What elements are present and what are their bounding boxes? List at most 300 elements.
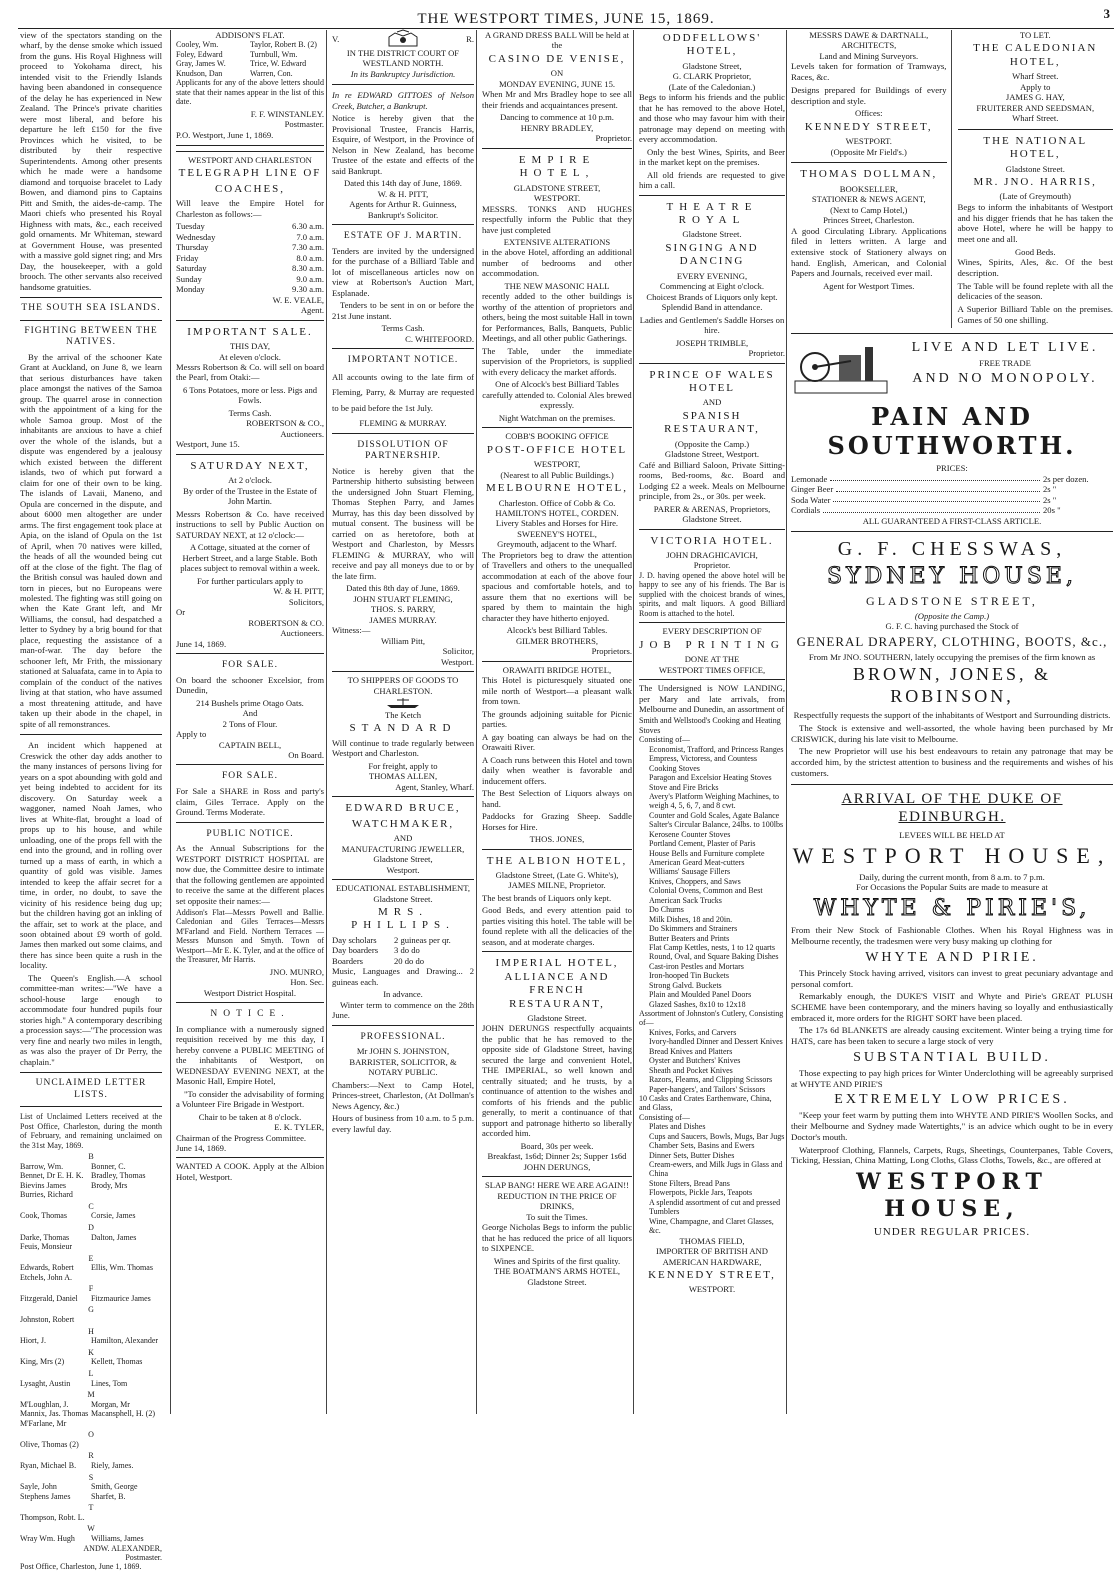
harris-text: Begs to inform the inhabitants of Westport and his digger friends that he has taken the above Hotel, where he will be happy to meet one and all. — [957, 201, 1113, 245]
alterations: EXTENSIVE ALTERATIONS — [503, 237, 611, 247]
hardware-item: Butter Beaters and Prints — [649, 933, 730, 943]
hardware-item: Do Skimmers and Strainers — [649, 924, 738, 934]
job-every: EVERY DESCRIPTION OF — [662, 626, 762, 637]
chesswas-from: From Mr JNO. SOUTHERN, lately occupying the premises of the firm known as — [808, 651, 1096, 662]
letter-name — [91, 1242, 162, 1251]
letter-row — [20, 1400, 162, 1409]
whitefoord-name: C. WHITEFOORD. — [405, 333, 474, 344]
letter-name: Johnston, Robert — [20, 1315, 75, 1325]
flat-row — [176, 50, 324, 59]
imperial-text: JOHN DERUNGS respectfully acquaints the public that he has removed to the opposite side of Gladstone Street, having secured the large and convenient Hotel, THE IMPERIAL, so well known and centrally situated; and he trusts, by a continuance of attention to the wishes and comforts of his friends and the public generally, to merit a continuance of that support and patronage hitherto so liberally accorded him. — [482, 1023, 632, 1139]
casino-name: CASINO DE VENISE, — [488, 52, 626, 65]
hardware-item: Williams' Sausage Fillers — [649, 867, 731, 877]
hardware-item: A splendid assortment of cut and pressed Tumblers — [649, 1197, 781, 1217]
price-leader — [836, 491, 1040, 492]
letter-name: Ellis, Wm. Thomas — [91, 1263, 153, 1273]
dollman-trade-2: STATIONER & NEWS AGENT, — [811, 194, 926, 205]
price-row — [791, 474, 1113, 484]
field-name: THOMAS FIELD, — [679, 1235, 745, 1246]
coach-line-1: WESTPORT AND CHARLESTON — [188, 155, 312, 165]
hardware-item: Smith and Wellstood's Cooking and Heating Stoves — [639, 716, 781, 735]
flat-row — [176, 40, 324, 49]
clark-late: (Late of the Caledonian.) — [668, 81, 756, 92]
price-item: Lemonade — [791, 473, 828, 484]
chesswas-street: GLADSTONE STREET, — [866, 594, 1038, 609]
timetable-day: Monday — [176, 284, 205, 295]
letter-name: Olive, Thomas (2) — [20, 1439, 79, 1449]
flat-note: Applicants for any of the above letters should state that their names appear in the list of this date. — [176, 78, 324, 107]
job-done: DONE AT THE — [684, 654, 740, 665]
flat-postmaster-title: Postmaster. — [284, 119, 324, 130]
caledonian-street: Wharf Street. — [1012, 71, 1059, 82]
hardware-item: Portland Cement, Plaster of Paris — [649, 839, 756, 849]
hardware-item: Knives, Choppers, and Saws — [649, 876, 741, 886]
derungs-name: JOHN DERUNGS, — [523, 1161, 591, 1172]
fee-row — [332, 935, 474, 945]
dawe-levels: Levels taken for formation of Tramways, Races, &c. — [791, 61, 947, 83]
for-sale-share-ad — [176, 764, 324, 817]
coach-line-2: TELEGRAPH LINE OF — [178, 167, 322, 180]
letter-row — [20, 1440, 162, 1449]
imperial-street: Gladstone Street. — [527, 1012, 587, 1023]
partner-2: THOS. S. PARRY, — [370, 604, 436, 615]
letter-key: E — [88, 1253, 94, 1263]
remarkably: Remarkably enough, the DUKE'S VISIT and Whyte and Pirie's GREAT PLUSH SCHEME have been contemporary, and the miners having so loyally and enthusiastically embraced it, more orders for the RIGHT SORT have been placed. — [791, 991, 1113, 1023]
blankets: The 17s 6d BLANKETS are already causing excitement. Winter being a trying time for HATS, care has been taken to secure a large stock of very — [791, 1025, 1113, 1047]
westport-house-1: WESTPORT HOUSE, — [792, 842, 1112, 868]
ball-dance-time: Dancing to commence at 10 p.m. — [500, 112, 614, 123]
pitt-title: Solicitors, — [288, 596, 324, 607]
timetable-row — [176, 242, 324, 252]
flat-postmaster: F. F. WINSTANLEY. — [250, 108, 324, 119]
letter-name: Cook, Thomas — [20, 1211, 67, 1221]
dollman-agent: Agent for Westport Times. — [823, 281, 915, 292]
letter-name: Bennet, Dr E. H. K. — [20, 1171, 84, 1181]
johnston-name: Mr JOHN S. JOHNSTON, BARRISTER, SOLICITOR, & NOTARY PUBLIC. — [349, 1046, 457, 1078]
hardware-item: Iron-hooped Tin Buckets — [649, 971, 729, 981]
hardware-item: Glazed Sashes, 8x10 to 12x18 — [649, 999, 746, 1009]
dollman-name: THOMAS DOLLMAN, — [800, 168, 938, 181]
sale-date: Westport, June 15. — [176, 439, 240, 450]
hardware-item: Paragon and Excelsior Heating Stoves — [649, 773, 772, 783]
notice-date: June 14, 1869. — [176, 1142, 227, 1153]
substantial-build: SUBSTANTIAL BUILD. — [853, 1049, 1051, 1065]
letter-name — [91, 1273, 162, 1282]
notice-chair: Chair to be taken at 8 o'clock. — [198, 1111, 302, 1122]
dawe-opp: (Opposite Mr Field's.) — [830, 146, 907, 157]
letter-row — [20, 1273, 162, 1282]
letter-name: Dalton, James — [91, 1232, 137, 1242]
flat-name: Taylor, Robert B. (2) — [250, 40, 317, 50]
letter-row — [20, 1294, 162, 1303]
allen-address: Agent, Stanley, Wharf. — [395, 781, 474, 792]
ball-date: MONDAY EVENING, JUNE 15. — [498, 78, 616, 89]
letter-name: Mannix, Jas. Thomas — [20, 1409, 89, 1419]
timetable-time: 7.0 a.m. — [296, 231, 324, 242]
letter-name: Thompson, Robt. L. — [20, 1512, 85, 1522]
education-title: EDUCATIONAL ESTABLISHMENT, — [336, 883, 470, 894]
dissolution-date: Dated this 8th day of June, 1869. — [346, 583, 460, 594]
letter-name — [91, 1315, 162, 1324]
hardware-item: Round, Oval, and Square Baking Dishes — [649, 952, 779, 962]
bradley-title: Proprietor. — [595, 133, 632, 144]
imperial-ad — [482, 951, 632, 1172]
for-sale-2-text: For Sale a SHARE in Ross and party's claim, Giles Terrace. Apply on the Ground. Terms Moderate. — [176, 786, 324, 818]
guarantee: ALL GUARANTEED A FIRST-CLASS ARTICLE. — [862, 515, 1042, 526]
letter-name: Edwards, Robert — [20, 1263, 74, 1273]
victoria-ad — [639, 529, 785, 619]
timetable-time: 8.0 a.m. — [296, 252, 324, 263]
harris-name: MR. JNO. HARRIS, — [973, 176, 1097, 189]
saturday-sale-ad — [176, 454, 324, 649]
hardware-item: Paper-hangers', and Tailors' Scissors — [649, 1084, 766, 1094]
letter-row — [20, 1315, 162, 1324]
letter-row — [20, 1482, 162, 1491]
prince-wales-text: Café and Billiard Saloon, Private Sitting-rooms, Bed-rooms, &c. Board and Lodging £2 a week. Meals on Melbourne principle, from 2s., or 30s. per week. — [639, 459, 785, 502]
orawaiti-4: A Coach runs between this Hotel and town daily when weather is favorable and inducement offers. — [482, 754, 632, 786]
letter-name: Bievins James — [20, 1180, 66, 1190]
bankrupt-agents: Agents for Arthur R. Guinness, Bankrupt's Solicitor. — [349, 199, 457, 220]
chesswas-respect: Respectfully requests the support of the inhabitants of Westport and Surrounding districts. — [793, 710, 1111, 721]
table-text: The Table, under the immediate supervision of the Proprietors, is supplied with every delicacy the market affords. — [482, 345, 632, 377]
letter-name: M'Loughlan, J. — [20, 1399, 69, 1409]
letter-name: Bradley, Thomas — [91, 1171, 146, 1181]
letter-name — [91, 1440, 162, 1449]
letter-row — [20, 1461, 162, 1470]
harris-table: The Table will be found replete with all the delicacies of the season. — [957, 280, 1113, 302]
ball-on: ON — [550, 68, 564, 79]
draghicavich-name: JOHN DRAGHICAVICH, — [666, 550, 758, 560]
whyte-pirie-ad — [791, 790, 1113, 1240]
flat-row — [176, 69, 324, 78]
hay-name: JAMES G. HAY, — [1005, 92, 1065, 103]
price-row — [791, 495, 1113, 505]
coach-line-4: Will leave the Empire Hotel for Charleston as follows:— — [176, 198, 324, 219]
albion-ad — [482, 849, 632, 948]
public-notice-ad — [176, 822, 324, 999]
letter-row — [20, 1534, 162, 1543]
victoria-name: VICTORIA HOTEL. — [650, 534, 774, 547]
for-sale-title: FOR SALE. — [222, 660, 278, 671]
bankrupt-agents-name: W. & H. PITT, — [377, 188, 429, 199]
dollman-loc: (Next to Camp Hotel,) — [830, 204, 908, 215]
chesswas-new-prop: The new Proprietor will use his best endeavours to retain any patronage that may be accorded him, by the strictest attention to business and the requirements and wishes of his customers. — [791, 746, 1113, 778]
hardware-item: Economist, Trafford, and Princess Ranges — [649, 744, 784, 754]
captain-bell: CAPTAIN BELL, — [218, 739, 282, 750]
spanish-restaurant: SPANISH RESTAURANT, — [664, 409, 760, 436]
post-office-note: (Nearest to all Public Buildings.) — [500, 469, 614, 480]
letter-name — [91, 1190, 162, 1199]
prince-wales-opp: (Opposite the Camp.) — [674, 438, 750, 449]
letter-key: G — [88, 1305, 94, 1315]
coach-agent-name: W. E. VEALE, — [272, 294, 324, 305]
job-printing-ad — [639, 622, 785, 675]
addisons-flat-title: ADDISON'S FLAT. — [215, 30, 285, 40]
dawe-designs: Designs prepared for Buildings of every description and style. — [791, 84, 947, 106]
letter-name: Riely, James. — [91, 1461, 134, 1471]
letter-name: Etchels, John A. — [20, 1272, 72, 1282]
tyler-name: E. K. TYLER, — [274, 1122, 324, 1133]
whyte-pirie-outline: WHYTE & PIRIE'S, — [813, 895, 1091, 921]
prince-wales-ad — [639, 363, 785, 525]
timetable-day: Sunday — [176, 273, 202, 284]
samoa-article: By the arrival of the schooner Kate Grant at Auckland, on June 8, we learn that serious disturbances have taken place amongst the natives of the Samoa group. The quarrel arose in connection with the appointment of a king for the whole Samoa group. Most of the inhabitants are anxious to have a chief over the whole of the islands, but a dispute was engendered by a jealousy which existed between the different islands, two of which put forward a claim for one of their own to be king. The islands of Lavaii, Maneno, and Opula are concerned in the dispute, and about 6000 men altogether are under arms. The first engagement took place at Apia, on the island of Opula on the 1st of April, when 70 natives were killed, the heads of all the wounded being cut off at the close of the fight. The flag of the British consul was hauled down and torn in pieces, but no Europeans were molested. The fighting was still going on when the Kate Grant left, and Mr Williams, the consul, had despatched a letter to Sydney by a brig bound for that place, requesting the assistance of a man-of-war. The day before the schooner left, Mr Frith, the missionary stationed at Saluafata, came in to Apia to complain of the conduct of the natives living at that station, who have assumed a most threatening attitude, and have taken up their abode in the chapel, in spite of all remonstrances. — [20, 351, 162, 729]
letter-key: R — [88, 1451, 94, 1461]
hardware-item: Consisting of— — [639, 1112, 690, 1122]
important-notice-text: All accounts owing to the late firm of Fleming, Parry, & Murray are requested to be paid before the 1st July. — [332, 371, 474, 413]
letter-name: Fitzgerald, Daniel — [20, 1293, 78, 1303]
fee-type: Day boarders — [332, 945, 379, 956]
billiard-text: One of Alcock's best Billiard Tables carefully attended to. Colonial Ales brewed expressly. — [482, 379, 632, 411]
princely-stock: This Princely Stock having arrived, visitors can invest to great pecuniary advantage and personal comfort. — [791, 967, 1113, 989]
queens-english-article: The Queen's English.—A school committee-man writes:—"We have a school-house large enough to accommodate four hundred pupils four stories high." A contemporary describing a procession says:—"The procession was very fine and nearly two miles in length, as was also the prayer of Dr Perry, the chaplain." — [20, 972, 162, 1067]
col6-top-row — [791, 30, 1113, 328]
hardware-ad — [639, 679, 785, 1295]
for-sale-text: On board the schooner Excelsior, from Dunedin, — [176, 674, 324, 696]
hardware-item: Chamber Sets, Basins and Ewers — [649, 1141, 755, 1151]
timetable-row — [176, 263, 324, 273]
saturday-date: June 14, 1869. — [176, 638, 227, 649]
reduction-title: REDUCTION IN THE PRICE OF DRINKS, — [497, 1190, 617, 1212]
orawaiti-2: The grounds adjoining suitable for Picnic parties. — [482, 708, 632, 730]
letter-key: O — [88, 1430, 94, 1440]
unclaimed-letter-list — [20, 1152, 162, 1543]
partner-1: JOHN STUART FLEMING, — [353, 593, 453, 604]
hardware-item: Flat Camp Kettles, nests, 1 to 12 quarts — [649, 942, 775, 952]
hardware-item: Assortment of Johnston's Cutlery, Consisting of— — [639, 1009, 784, 1028]
letter-row — [20, 1190, 162, 1199]
national-street: Gladstone Street. — [1005, 163, 1065, 174]
hardware-item: Counter and Gold Scales, Agate Balance — [649, 810, 780, 820]
unclaimed-intro: List of Unclaimed Letters received at the Post Office, Charleston, during the month of February, and remaining unclaimed on the 31st May, 1869. — [20, 1112, 162, 1150]
munro-title: Hon. Sec. — [290, 977, 324, 988]
albion-text: Good Beds, and every attention paid to parties visiting this hotel. The table will be found replete with all the delicacies of the season, and at moderate charges. — [482, 905, 632, 947]
public-notice-title: PUBLIC NOTICE. — [206, 828, 294, 839]
sale-items: 6 Tons Potatoes, more or less. Pigs and Fowls. — [182, 384, 318, 406]
column-1 — [18, 30, 168, 1572]
hardware-item: Plates and Dishes — [649, 1122, 706, 1132]
boatmans-street: Gladstone Street. — [527, 1276, 587, 1287]
dawe-name: MESSRS DAWE & DARTNALL, — [809, 30, 929, 40]
hardware-item: American Sack Trucks — [649, 895, 722, 905]
draghicavich-title: Proprietor. — [693, 560, 731, 571]
fee-amount: 2 guineas per qr. — [394, 934, 451, 945]
prices-label: PRICES: — [936, 463, 968, 474]
price-leader — [823, 512, 1040, 513]
timetable-row — [176, 221, 324, 231]
letter-name: Wray Wm. Hugh — [20, 1534, 75, 1544]
under-regular-prices: UNDER REGULAR PRICES. — [873, 1225, 1031, 1238]
price-row — [791, 484, 1113, 494]
chesswas-intro: G. F. C. having purchased the Stock of — [885, 621, 1019, 632]
letter-name: Barrow, Wm. — [20, 1161, 64, 1171]
letter-key: M — [87, 1390, 95, 1400]
hardware-item: Razors, Fleams, and Clipping Scissors — [649, 1075, 773, 1085]
albion-name: THE ALBION HOTEL, — [486, 854, 628, 867]
letter-key: K — [88, 1347, 94, 1357]
robertson-title: Auctioneers. — [280, 628, 324, 639]
ship-icon — [383, 698, 423, 708]
theatre-royal-ad — [639, 195, 785, 359]
wanted-cook-ad — [176, 1157, 324, 1182]
bankrupt-notice: Notice is hereby given that the Provisional Trustee, Francis Harris, Esquire, of Westport, in the Province of Nelson in New Zealand, has become Trustee of the estate and effects of the said Bankrupt. — [332, 113, 474, 176]
sale-terms: Terms Cash. — [228, 407, 272, 418]
timetable-row — [176, 274, 324, 284]
imperial-meals: Breakfast, 1s6d; Dinner 2s; Supper 1s6d — [487, 1151, 627, 1162]
whyte-and-pirie: WHYTE AND PIRIE. — [865, 949, 1039, 965]
sale-text: Messrs Robertson & Co. will sell on board the Pearl, from Otaki:— — [176, 362, 324, 383]
dollman-text: A good Circulating Library. Applications filed in letters written. A large and extensive stock of Stationery always on hand. English, American, and Colonial Papers and Journals, received ever mail. — [791, 225, 947, 279]
for-sale-flour: 2 Tons of Flour. — [222, 718, 278, 729]
allen-name: THOMAS ALLEN, — [368, 771, 438, 782]
westport-house-2: WESTPORT HOUSE, — [856, 1169, 1048, 1222]
letter-key: L — [88, 1368, 94, 1378]
letter-name: Brody, Mrs — [91, 1180, 128, 1190]
prince-wales-address: Gladstone Street, Westport. — [664, 449, 760, 460]
chesswas-opp: (Opposite the Camp.) — [914, 610, 990, 621]
bankrupt-date: Dated this 14th day of June, 1869. — [344, 178, 462, 189]
clark-name: G. CLARK Proprietor, — [672, 71, 752, 82]
bruce-name: EDWARD BRUCE, — [345, 802, 461, 815]
live-let-live: LIVE AND LET LIVE. — [911, 339, 1099, 355]
bruce-street: Gladstone Street, — [373, 854, 433, 865]
letter-name: Lines, Tom — [91, 1378, 128, 1388]
hay-trade: FRUITERER AND SEEDSMAN, — [976, 102, 1095, 113]
field-street: KENNEDY STREET, — [648, 1268, 776, 1281]
letter-name: Smith, George — [91, 1482, 138, 1492]
sale-day: THIS DAY, — [229, 341, 271, 352]
theatre-name: THEATRE ROYAL — [666, 200, 758, 227]
letter-name: Sharfet, B. — [91, 1491, 126, 1501]
for-sale-oats: 214 Bushels prime Otago Oats. — [196, 697, 304, 708]
ketch-label: The Ketch — [384, 710, 422, 720]
empire-hotel-ad — [482, 148, 632, 423]
empire-town: WESTPORT. — [533, 193, 581, 204]
fee-list — [332, 935, 474, 966]
flat-name: Trice, W. Edward — [250, 59, 307, 69]
shippers-title: TO SHIPPERS OF GOODS TO CHARLESTON. — [347, 675, 459, 696]
hardware-item: Strong Galvd. Buckets — [649, 980, 722, 990]
hardware-intro: The Undersigned is NOW LANDING, per Mary and late arrivals, from Melbourne and Dunedin, an assortment of — [639, 683, 785, 714]
letter-row — [20, 1513, 162, 1522]
price-item: Ginger Beer — [791, 484, 834, 495]
letter-row — [20, 1357, 162, 1366]
auctioneer-title: Auctioneers. — [280, 428, 324, 439]
pain-southworth-name: PAIN AND SOUTHWORTH. — [827, 401, 1077, 460]
letter-name: Corsie, James — [91, 1211, 136, 1221]
flat-name: Foley, Edward — [176, 49, 223, 59]
price-value: 2s " — [1043, 484, 1057, 495]
hardware-item: Cups and Saucers, Bowls, Mugs, Bar Jugs — [649, 1131, 785, 1141]
col6-top-left — [791, 30, 952, 328]
fee-type: Day scholars — [332, 934, 377, 945]
tonks-text: MESSRS. TONKS AND HUGHES respectfully inform the Public that they have just completed — [482, 203, 632, 235]
waterproof: Waterproof Clothing, Flannels, Carpets, Rugs, Sheetings, Counterpanes, Table Covers, Ticking, Hessian, China Matting, Long Cloths, Glass Cloths, Towels, &c., are offered at — [791, 1144, 1113, 1166]
dissolution-text: Notice is hereby given that the Partnership hitherto subsisting between the undersigned John Stuart Fleming, Thomas Stephen Parry, and James Murray, has this day been dissolved by mutual consent. The business will be carried on as heretofore, both at Westport and Charleston, by Messrs FLEMING & MURRAY, who will receive and pay all moneys due to or by the late firm. — [332, 465, 474, 581]
sale-title: IMPORTANT SALE. — [187, 325, 313, 338]
victoria-text: J. D. having opened the above hotel will be happy to see any of his friends. The Bar is supplied with the choicest brands of wines, spirits, and malt liquors. A good Billiard Room is attached to the hotel. — [639, 570, 785, 618]
letter-name: Fitzmaurice James — [91, 1293, 151, 1303]
letter-name: Sayle, John — [20, 1482, 57, 1492]
bruce-trade-2: MANUFACTURING JEWELLER, — [341, 843, 465, 854]
hardware-item: Ivory-handled Dinner and Dessert Knives — [649, 1037, 783, 1047]
masonic-hall: THE NEW MASONIC HALL — [504, 280, 610, 291]
fee-row — [332, 956, 474, 966]
coach-line-3: COACHES, — [214, 182, 286, 195]
or-text: Or — [176, 607, 186, 618]
hardware-item: Cream-ewers, and Milk Jugs in Glass and China — [649, 1160, 783, 1179]
national-name: THE NATIONAL HOTEL, — [983, 134, 1088, 161]
partner-3: JAMES MURRAY. — [369, 614, 437, 625]
heading-south-sea: THE SOUTH SEA ISLANDS. — [21, 303, 161, 314]
professional-ad — [332, 1025, 474, 1134]
letter-name: King, Mrs (2) — [20, 1357, 65, 1367]
ball-title: A GRAND DRESS BALL Will be held at the — [484, 30, 630, 51]
addisons-flat-list — [176, 40, 324, 78]
for-sale-and: And — [242, 708, 258, 719]
slap-bang-title: SLAP BANG! HERE WE ARE AGAIN!! — [485, 1180, 629, 1191]
hardware-item: Oyster and Butchers' Knives — [649, 1056, 741, 1066]
hardware-item: Salter's Circular Balance, 24lbs. to 100lbs — [649, 820, 784, 830]
letter-key: H — [88, 1326, 94, 1336]
professional-title: PROFESSIONAL. — [360, 1031, 446, 1042]
col6-top-right — [958, 30, 1114, 328]
heading-unclaimed-letters: UNCLAIMED LETTER LISTS. — [35, 1078, 147, 1100]
hardware-item: Colonial Ovens, Common and Best — [649, 886, 763, 896]
trimble-name: JOSEPH TRIMBLE, — [675, 337, 749, 348]
field-trade: IMPORTER OF BRITISH AND AMERICAN HARDWARE, — [656, 1246, 768, 1267]
proprietors-text: The Proprietors beg to draw the attention of Travellers and others to the unequalled accommodation at each of the above four spacious and comfortable hotels, and to assure them that no exertions will be spared by them to maintain the high character they have hitherto enjoyed. — [482, 549, 632, 623]
orawaiti-6: Paddocks for Grazing Sheep. Saddle Horses for Hire. — [482, 811, 632, 832]
those-expecting: Those expecting to pay high prices for Winter Underclothing will be agreeably surprised at WHYTE AND PIRIE'S — [791, 1067, 1113, 1089]
newspaper-title: THE WESTPORT TIMES, JUNE 15, 1869. — [417, 11, 715, 27]
flat-name: Gray, James W. — [176, 59, 226, 69]
cobb-title: COBB'S BOOKING OFFICE — [505, 431, 609, 442]
hardware-item: Kerosene Counter Stoves — [649, 829, 731, 839]
fee-amount: 20 do do — [394, 955, 425, 966]
orawaiti-3: A gay boating can always be had on the Orawaiti River. — [482, 731, 632, 753]
empire-street: GLADSTONE STREET, — [513, 182, 601, 193]
price-row — [791, 505, 1113, 515]
theatre-every: EVERY EVENING, — [676, 270, 748, 281]
witness-title: Solicitor, — [442, 646, 474, 657]
timetable-time: 9.0 a.m. — [296, 273, 324, 284]
timetable-row — [176, 284, 324, 294]
column-3 — [326, 30, 479, 1414]
bruce-and: AND — [393, 833, 413, 844]
letter-key: T — [88, 1503, 94, 1513]
standard-name: STANDARD — [349, 722, 457, 735]
jones-name: THOS. JONES, — [529, 834, 585, 845]
bankrupt-name: In re EDWARD GITTOES of Nelson Creek, Butcher, a Bankrupt. — [332, 90, 474, 111]
parer-street: Gladstone Street. — [682, 514, 742, 525]
hardware-item: Milk Dishes, 18 and 20in. — [649, 914, 733, 924]
chesswas-stock: The Stock is extensive and well-assorted, the whole having been purchased by Mr CRISWICK, during his late visit to Melbourne. — [791, 723, 1113, 744]
nicholas-wines: Wines and Spirits of the first quality. — [493, 1255, 621, 1266]
education-ad — [332, 879, 474, 1021]
timetable-day: Tuesday — [176, 221, 205, 232]
letter-name: Feuis, Monsieur — [20, 1242, 72, 1252]
price-item: Soda Water — [791, 494, 831, 505]
hardware-item: Knives, Forks, and Carvers — [649, 1027, 737, 1037]
arrival-duke: ARRIVAL OF THE DUKE OF EDINBURGH. — [841, 790, 1063, 825]
hospital-name: Westport District Hospital. — [203, 987, 297, 998]
auctioneer-name: ROBERTSON & CO., — [246, 418, 324, 429]
letter-name: Hiort, J. — [20, 1336, 46, 1346]
boatmans-arms: THE BOATMAN'S ARMS HOTEL, — [493, 1266, 621, 1277]
dollman-street: Princes Street, Charleston. — [823, 215, 915, 226]
alterations-text: in the above Hotel, affording an additional number of bedrooms and other accommodation. — [482, 247, 632, 279]
